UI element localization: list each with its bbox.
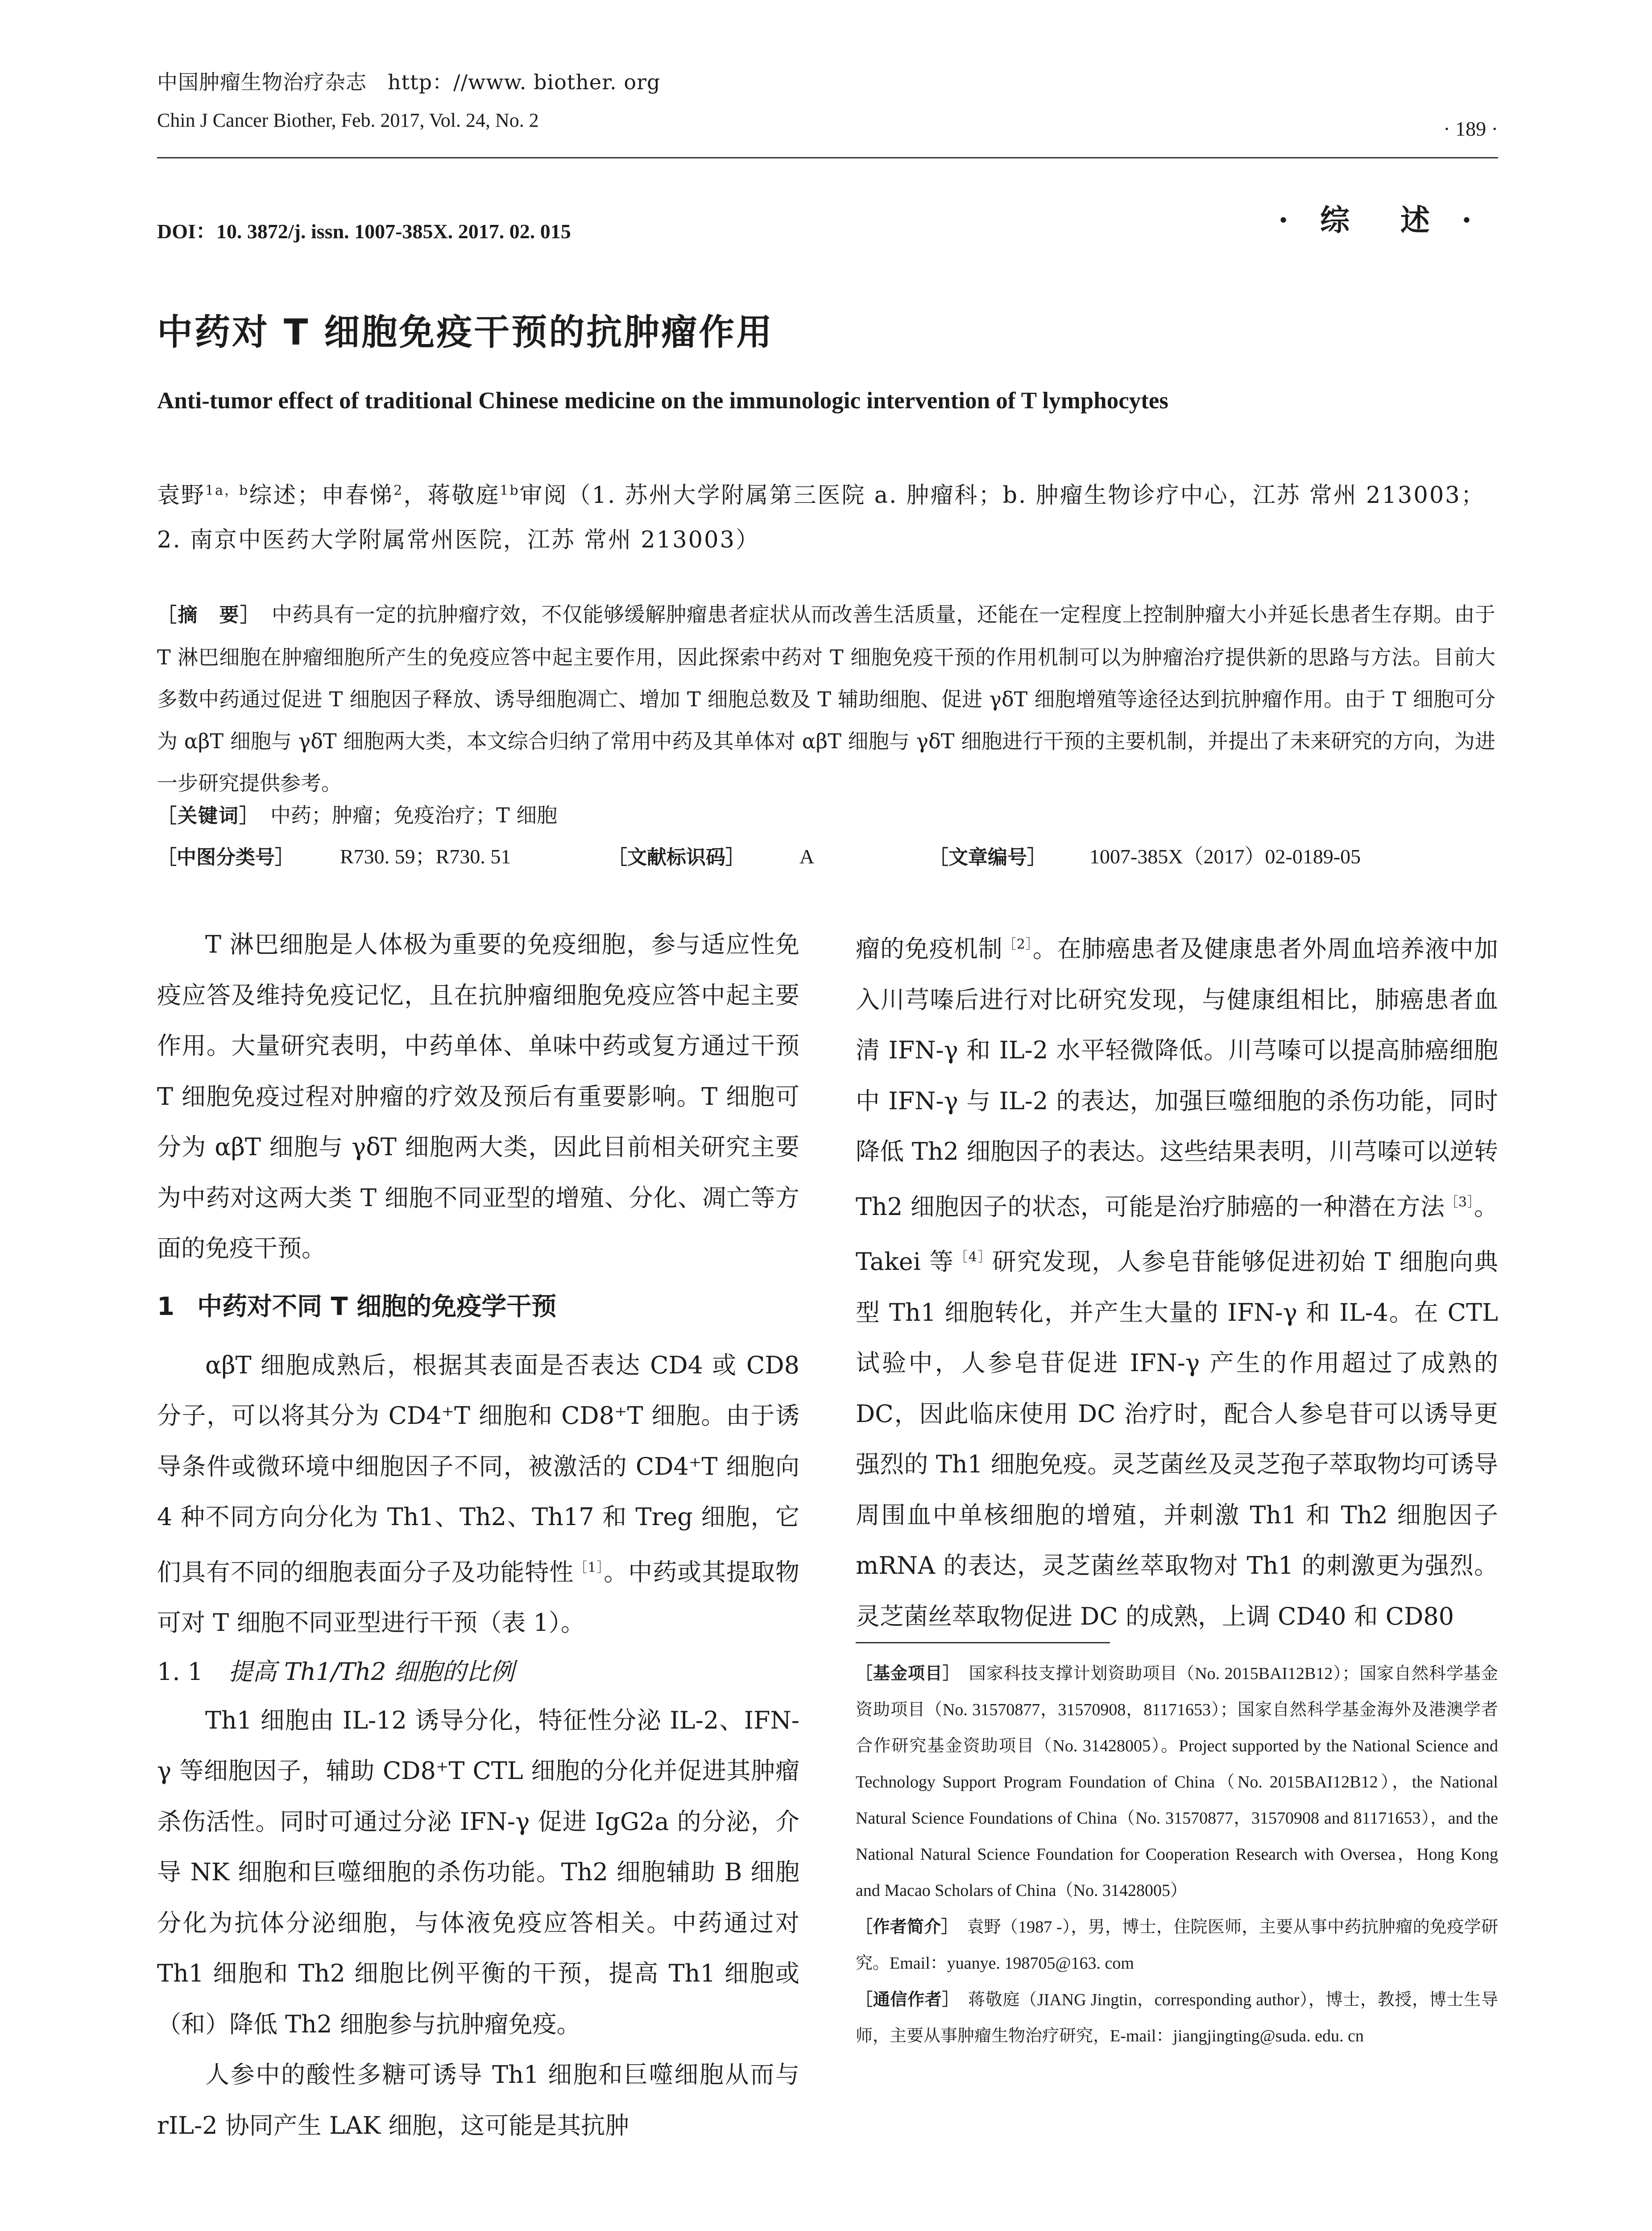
funding-note: ［基金项目］ 国家科技支撑计划资助项目（No. 2015BAI12B12）；国家自然科学基金资助项目（No. 31570877，31570908，81171653）；国家自然科学基金海外及港澳学者合作研究基金资助项目（No. 31428005）。Project supported by the National Science and Technology Support Program Foundation of China（No. 2015BAI12B12），the National Natural Science Foundations of China（No. 31570877，31570908 and 81171653），and the National Natural Science Foundation for Cooperation Research with Oversea，Hong Kong and Macao Scholars of China（No. 31428005） — [856, 1663, 1498, 1900]
doc-code-value: A — [799, 845, 815, 868]
body-paragraph: αβT 细胞成熟后，根据其表面是否表达 CD4 或 CD8 分子，可以将其分为 CD4⁺T 细胞和 CD8⁺T 细胞。由于诱导条件或微环境中细胞因子不同，被激活的 CD4⁺T 细胞向 4 种不同方向分化为 Th1、Th2、Th17 和 Treg 细胞，它们具有不同的细胞表面分子及功能特性$^{[1]}$。中药或其提取物可对 T 细胞不同亚型进行干预（表 1）。 — [157, 1351, 799, 1637]
subsection-heading — [157, 1648, 799, 1695]
body-column-right — [856, 919, 1498, 1642]
classification-line — [157, 836, 1495, 878]
abstract-text: 中药具有一定的抗肿瘤疗效，不仅能够缓解肿瘤患者症状从而改善生活质量，还能在一定程度上控制肿瘤大小并延长患者生存期。由于 T 淋巴细胞在肿瘤细胞所产生的免疫应答中起主要作用，因此探索中药对 T 细胞免疫干预的作用机制可以为肿瘤治疗提供新的思路与方法。目前大多数中药通过促进 T 细胞因子释放、诱导细胞凋亡、增加 T 细胞总数及 T 辅助细胞、促进 γδT 细胞增殖等途径达到抗肿瘤作用。由于 T 细胞可分为 αβT 细胞与 γδT 细胞两大类，本文综合归纳了常用中药及其单体对 αβT 细胞与 γδT 细胞进行干预的主要机制，并提出了未来研究的方向，为进一步研究提供参考。 — [157, 602, 1495, 795]
citation-ref: ［1］ — [574, 1559, 604, 1576]
author-affil-mark: 1b — [500, 483, 520, 498]
corresponding-author-label: ［通信作者］ — [856, 1990, 951, 2009]
corresponding-author-note: ［通信作者］ 蒋敬庭（JIANG Jingtin，corresponding author），博士，教授，博士生导师，主要从事肿瘤生物治疗研究，E-mail：jiangjingting@suda. edu. cn — [856, 1990, 1498, 2045]
author-affil-mark: 2 — [393, 483, 404, 498]
section-heading — [157, 1280, 799, 1334]
body-paragraph: Th1 细胞由 IL-12 诱导分化，特征性分泌 IL-2、IFN-γ 等细胞因子，辅助 CD8⁺T CTL 细胞的分化并促进其肿瘤杀伤活性。同时可通过分泌 IFN-γ 促进 IgG2a 的分泌，介导 NK 细胞和巨噬细胞的杀伤功能。Th2 细胞辅助 B 细胞分化为抗体分泌细胞，与体液免疫应答相关。中药通过对 Th1 细胞和 Th2 细胞比例平衡的干预，提高 Th1 细胞或（和）降低 Th2 细胞参与抗肿瘤免疫。 — [157, 1706, 800, 2038]
footnotes — [856, 1655, 1498, 2054]
citation-ref: ［3］ — [1445, 1194, 1474, 1210]
subsection-title: 提高 Th1/Th2 细胞的比例 — [228, 1657, 514, 1686]
article-number-label: ［文章编号］ — [929, 846, 1047, 869]
body-paragraph: T 淋巴细胞是人体极为重要的免疫细胞，参与适应性免疫应答及维持免疫记忆，且在抗肿瘤细胞免疫应答中起主要作用。大量研究表明，中药单体、单味中药或复方通过干预 T 细胞免疫过程对肿瘤的疗效及预后有重要影响。T 细胞可分为 αβT 细胞与 γδT 细胞两大类，因此目前相关研究主要为中药对这两大类 T 细胞不同亚型的增殖、分化、凋亡等方面的免疫干预。 — [157, 930, 799, 1262]
author-role: 综述；申春悌 — [249, 482, 394, 509]
footnote-rule — [856, 1642, 1110, 1643]
body-paragraph: 人参中的酸性多糖可诱导 Th1 细胞和巨噬细胞从而与 rIL-2 协同产生 LAK 细胞，这可能是其抗肿 — [157, 2061, 799, 2140]
journal-citation-en: Chin J Cancer Biother, Feb. 2017, Vol. 24, No. 2 — [157, 109, 539, 131]
author-affil-mark: 1a，b — [205, 483, 249, 498]
header-rule — [157, 157, 1498, 158]
affiliations-text: 审阅（1. 苏州大学附属第三医院 a. 肿瘤科；b. 肿瘤生物诊疗中心，江苏 常州 213003；2. 南京中医药大学附属常州医院，江苏 常州 213003） — [157, 482, 1485, 553]
author-bio-label: ［作者简介］ — [856, 1917, 950, 1937]
author-affiliations — [157, 469, 1495, 563]
author-name: ，蒋敬庭 — [403, 482, 500, 509]
author-bio-note: ［作者简介］ 袁野（1987 -），男，博士，住院医师，主要从事中药抗肿瘤的免疫学研究。Email：yuanye. 198705@163. com — [856, 1917, 1498, 1973]
doc-code-label: ［文献标识码］ — [608, 846, 745, 869]
author-name: 袁野 — [157, 482, 206, 509]
keywords-label: ［关键词］ — [157, 804, 250, 827]
section-number: 1 — [157, 1292, 174, 1321]
citation-ref: ［2］ — [1002, 937, 1033, 952]
subsection-number: 1. 1 — [157, 1657, 203, 1686]
keywords-text: 中药；肿瘤；免疫治疗；T 细胞 — [270, 803, 558, 827]
body-column-left — [157, 919, 799, 2151]
article-title-en: Anti-tumor effect of traditional Chinese medicine on the immunologic intervention of T lymphocytes — [157, 388, 1169, 414]
article-title-cn: 中药对 T 细胞免疫干预的抗肿瘤作用 — [157, 311, 774, 353]
section-tag: · 综 述 · — [1278, 203, 1482, 237]
doi: DOI：10. 3872/j. issn. 1007-385X. 2017. 02. 015 — [157, 220, 571, 243]
clc-value: R730. 59；R730. 51 — [340, 845, 511, 868]
abstract-label: ［摘 要］ — [157, 604, 251, 626]
article-number-value: 1007-385X（2017）02-0189-05 — [1089, 845, 1361, 868]
funding-label: ［基金项目］ — [856, 1663, 952, 1683]
citation-ref: ［4］ — [954, 1249, 992, 1265]
page-number: · 189 · — [1443, 117, 1498, 140]
body-paragraph: 瘤的免疫机制$^{[2]}$。在肺癌患者及健康患者外周血培养液中加入川芎嗪后进行对比研究发现，与健康组相比，肺癌患者血清 IFN-γ 和 IL-2 水平轻微降低。川芎嗪可以提高肺癌细胞中 IFN-γ 与 IL-2 的表达，加强巨噬细胞的杀伤功能，同时降低 Th2 细胞因子的表达。这些结果表明，川芎嗪可以逆转 Th2 细胞因子的状态，可能是治疗肺癌的一种潜在方法$^{[3]}$。Takei 等$^{[4]}$研究发现，人参皂苷能够促进初始 T 细胞向典型 Th1 细胞转化，并产生大量的 IFN-γ 和 IL-4。在 CTL 试验中，人参皂苷促进 IFN-γ 产生的作用超过了成熟的 DC，因此临床使用 DC 治疗时，配合人参皂苷可以诱导更强烈的 Th1 细胞免疫。灵芝菌丝及灵芝孢子萃取物均可诱导周围血中单核细胞的增殖，并刺激 Th1 和 Th2 细胞因子 mRNA 的表达，灵芝菌丝萃取物对 Th1 的刺激更为强烈。灵芝菌丝萃取物促进 DC 的成熟，上调 CD40 和 CD80 — [856, 935, 1499, 1630]
clc-label: ［中图分类号］ — [157, 846, 294, 869]
abstract — [157, 593, 1495, 804]
journal-name-cn: 中国肿瘤生物治疗杂志 http：//www. biother. org — [157, 70, 661, 94]
section-title: 中药对不同 T 细胞的免疫学干预 — [197, 1292, 557, 1321]
keywords — [157, 794, 1495, 837]
